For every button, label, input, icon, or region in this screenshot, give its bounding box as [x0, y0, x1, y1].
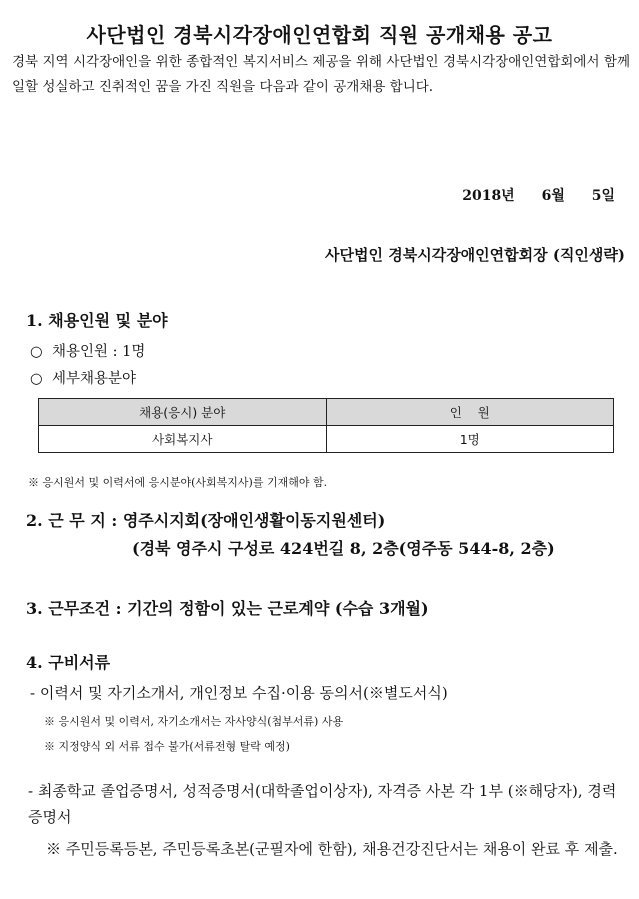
section4-item2: - 최종학교 졸업증명서, 성적증명서(대학졸업이상자), 자격증 사본 각 1부 (※해당자), 경력증명서 [28, 782, 617, 826]
section4-note2: ※ 지정양식 외 서류 접수 불가(서류전형 탈락 예정) [44, 740, 290, 753]
signer-line: 사단법인 경북시각장애인연합회장 (직인생략) [325, 246, 625, 264]
section2-address: (경북 영주시 구성로 424번길 8, 2층(영주동 544-8, 2층) [132, 539, 555, 558]
intro-paragraph: 경북 지역 시각장애인을 위한 종합적인 복지서비스 제공을 위해 사단법인 경북시각장애인연합회에서 함께 일할 성실하고 진취적인 꿈을 가진 직원을 다음과 같이 공개채용 합니다. [12, 54, 630, 95]
table-cell-field: 사회복지사 [39, 426, 327, 453]
section4-heading: 4. 구비서류 [26, 653, 111, 672]
section1-heading: 1. 채용인원 및 분야 [26, 311, 168, 330]
table-header-field: 채용(응시) 분야 [39, 399, 327, 426]
announcement-date: 2018년 6월 5일 [462, 188, 615, 204]
section1-item-field-text: 세부채용분야 [52, 371, 137, 387]
section1-note: ※ 응시원서 및 이력서에 응시분야(사회복지사)를 기재해야 함. [28, 476, 328, 489]
table-header-row [39, 399, 614, 426]
section2-heading: 2. 근 무 지 : 영주시지회(장애인생활이동지원센터) [26, 511, 386, 530]
section4-item3: ※ 주민등록등본, 주민등록초본(군필자에 한함), 채용건강진단서는 채용이 완료 후 제출. [46, 840, 618, 858]
circle-bullet-icon: ○ [30, 371, 43, 387]
recruitment-table [38, 398, 614, 453]
section1-item-field [30, 367, 136, 388]
section4-note1: ※ 응시원서 및 이력서, 자기소개서는 자사양식(첨부서류) 사용 [44, 715, 344, 728]
table-row [39, 426, 614, 453]
section1-item-count [30, 340, 145, 361]
circle-bullet-icon: ○ [30, 344, 43, 360]
table-header-count: 인 원 [326, 399, 614, 426]
section4-item1: - 이력서 및 자기소개서, 개인정보 수집·이용 동의서(※별도서식) [30, 684, 448, 702]
table-cell-count: 1명 [326, 426, 614, 453]
section3-heading: 3. 근무조건 : 기간의 정함이 있는 근로계약 (수습 3개월) [26, 599, 429, 618]
section1-item-count-text: 채용인원 : 1명 [52, 344, 146, 360]
page-title: 사단법인 경북시각장애인연합회 직원 공개채용 공고 [86, 23, 553, 48]
